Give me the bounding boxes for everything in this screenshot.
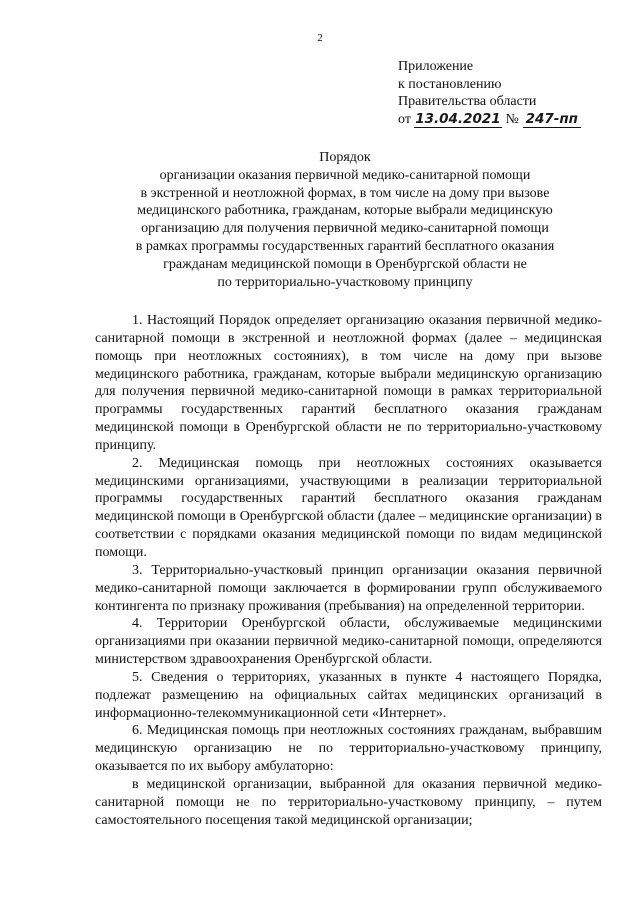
document-body — [95, 312, 602, 829]
paragraph-text: 3. Территориально-участковый принцип организации оказания первичной медико-санитарной помощи заключается в формировании групп обслуживаемого контингента по признаку проживания (пребывания) на определенной территории. — [95, 562, 602, 614]
title-line: организации оказания первичной медико-санитарной помощи — [159, 167, 531, 183]
from-label: от — [398, 111, 411, 127]
document-title — [70, 149, 620, 291]
paragraph-2 — [95, 455, 602, 562]
paragraph-text: 2. Медицинская помощь при неотложных состояниях оказывается медицинскими организациями, участвующими в реализации территориальной программы государственных гарантий бесплатного оказания гражданам медицинской помощи в Оренбургской области (далее – медицинские организации) в соответствии с порядками оказания медицинской помощи по видам медицинской помощи. — [95, 455, 602, 560]
number-label: № — [505, 111, 519, 127]
appendix-title: Приложение — [398, 59, 474, 74]
paragraph-6-item-1 — [95, 776, 602, 830]
title-line: медицинского работника, гражданам, которые выбрали медицинскую — [137, 203, 553, 219]
handwritten-date: 13.04.2021 — [415, 110, 501, 127]
title-line: организацию для получения первичной медико-санитарной помощи — [141, 221, 549, 237]
page-number: 2 — [317, 32, 323, 44]
appendix-block — [398, 58, 581, 128]
paragraph-text: 5. Сведения о территориях, указанных в пункте 4 настоящего Порядка, подлежат размещению на официальных сайтах медицинских организаций в информационно-телекоммуникационной сети «Интернет». — [95, 669, 602, 721]
paragraph-6 — [95, 722, 602, 776]
paragraph-text: 1. Настоящий Порядок определяет организацию оказания первичной медико-санитарной помощи в экстренной и неотложной формах (далее – медицинская помощь при неотложных состояниях), в том числе на дому при вызове медицинского работника, гражданам, которые выбрали медицинскую организацию для получения первичной медико-санитарной помощи в рамках территориальной программы государственных гарантий бесплатного оказания гражданам медицинской помощи в Оренбургской области не по территориально-участковому принципу. — [95, 313, 602, 453]
title-line: по территориально-участковому принципу — [217, 274, 473, 290]
paragraph-4 — [95, 615, 602, 669]
paragraph-text: 6. Медицинская помощь при неотложных состояниях гражданам, выбравшим медицинскую организацию не по территориально-участковому принципу, оказывается по их выбору амбулаторно: — [95, 723, 602, 775]
title-line: Порядок — [319, 150, 371, 165]
title-line: в экстренной и неотложной формах, в том числе на дому при вызове — [140, 185, 550, 201]
paragraph-1 — [95, 312, 602, 455]
appendix-line-government: Правительства области — [398, 94, 537, 110]
appendix-line-decree: к постановлению — [398, 76, 502, 92]
title-line: в рамках программы государственных гарантий бесплатного оказания — [135, 238, 555, 254]
paragraph-text: в медицинской организации, выбранной для оказания первичной медико-санитарной помощи не по территориально-участковому принципу, – путем самостоятельного посещения такой медицинской организации; — [95, 776, 602, 828]
paragraph-text: 4. Территории Оренбургской области, обслуживаемые медицинскими организациями при оказании первичной медико-санитарной помощи, определяются министерством здравоохранения Оренбургской области. — [95, 616, 602, 668]
paragraph-3 — [95, 562, 602, 616]
appendix-date-line — [398, 111, 581, 129]
paragraph-5 — [95, 669, 602, 723]
handwritten-number: 247-пп — [523, 112, 581, 128]
title-line: гражданам медицинской помощи в Оренбургской области не — [163, 256, 527, 272]
